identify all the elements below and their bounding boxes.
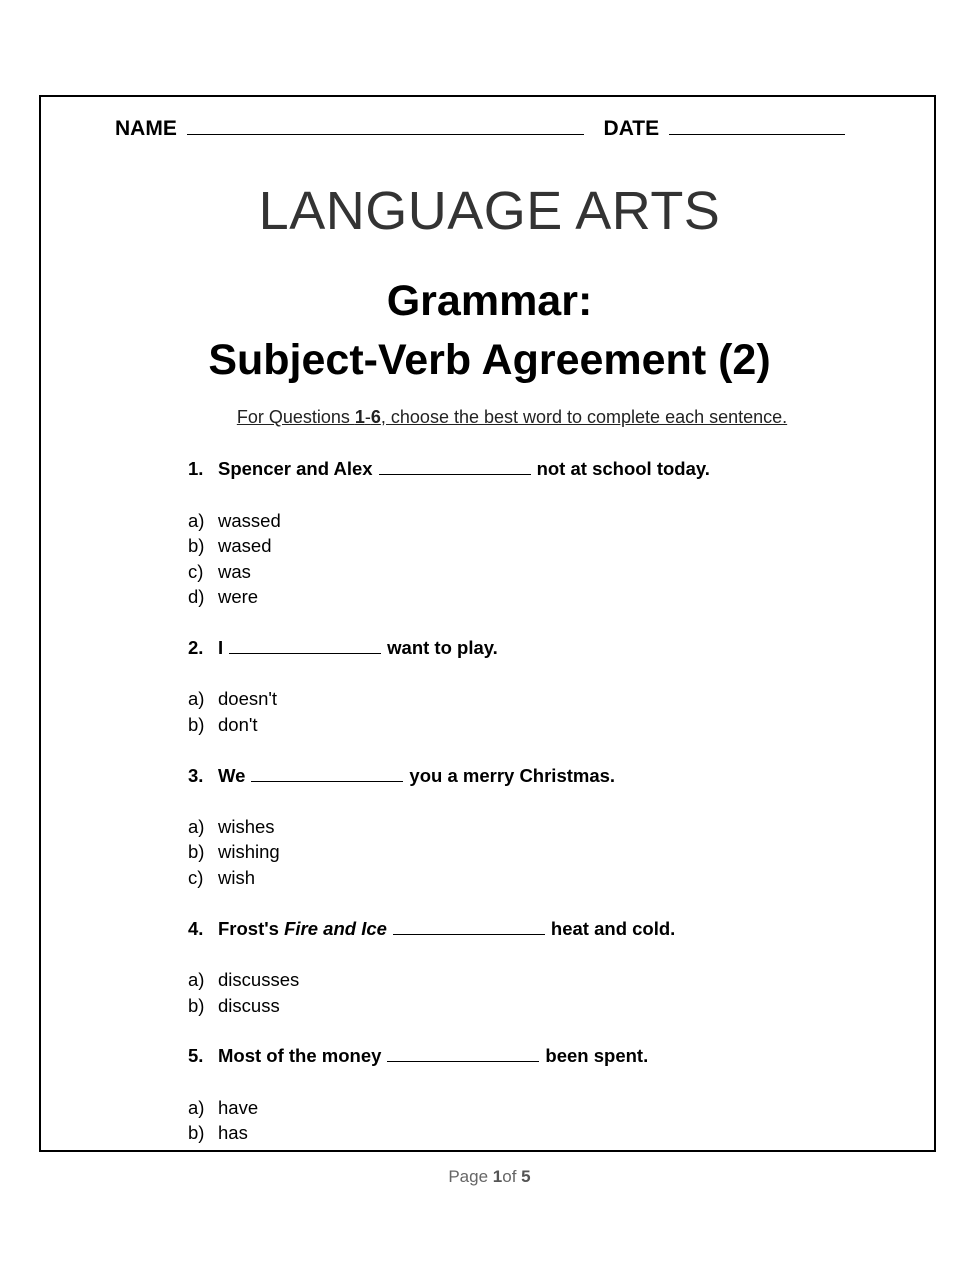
total-pages: 5 xyxy=(521,1167,531,1186)
option-text: wased xyxy=(218,535,272,556)
option-text: have xyxy=(218,1097,259,1118)
option-letter: b) xyxy=(188,995,205,1016)
answer-blank[interactable] xyxy=(393,920,545,935)
question-text: heat and cold. xyxy=(550,918,676,939)
question-text: been spent. xyxy=(545,1045,649,1066)
question-text: We xyxy=(218,765,246,786)
option-letter: a) xyxy=(188,969,205,990)
option[interactable] xyxy=(188,816,275,838)
option[interactable] xyxy=(188,1122,248,1144)
option[interactable] xyxy=(188,561,251,583)
option[interactable] xyxy=(188,995,280,1017)
option-letter: d) xyxy=(188,586,205,607)
option-text: discuss xyxy=(218,995,280,1016)
option-text: were xyxy=(218,586,259,607)
answer-blank[interactable] xyxy=(229,639,381,654)
option-text: wishing xyxy=(218,841,280,862)
question-number: 4. xyxy=(188,918,204,939)
question-4 xyxy=(188,918,675,940)
answer-blank[interactable] xyxy=(379,460,531,475)
option[interactable] xyxy=(188,535,271,557)
question-text: not at school today. xyxy=(536,458,710,479)
option[interactable] xyxy=(188,714,258,736)
option[interactable] xyxy=(188,1097,258,1119)
question-3 xyxy=(188,765,615,787)
subject-heading: LANGUAGE ARTS xyxy=(258,181,721,241)
option-letter: a) xyxy=(188,688,205,709)
question-1 xyxy=(188,458,710,480)
instructions-prefix: For Questions xyxy=(236,407,355,427)
instructions-end: 6 xyxy=(370,407,381,427)
title-line-1: Grammar: xyxy=(386,277,593,325)
option-letter: c) xyxy=(188,867,204,888)
instructions-start: 1 xyxy=(354,407,365,427)
option-text: has xyxy=(218,1122,248,1143)
option-text: don't xyxy=(218,714,258,735)
option-text: discusses xyxy=(218,969,300,990)
answer-blank[interactable] xyxy=(251,767,403,782)
name-field[interactable] xyxy=(187,118,584,135)
option-letter: b) xyxy=(188,714,205,735)
instructions-dash: - xyxy=(364,407,371,427)
page-word: Page xyxy=(448,1167,489,1186)
question-number: 1. xyxy=(188,458,204,479)
option[interactable] xyxy=(188,510,281,532)
option-text: doesn't xyxy=(218,688,278,709)
question-number: 5. xyxy=(188,1045,204,1066)
title-line-2: Subject-Verb Agreement (2) xyxy=(208,336,771,384)
question-text: want to play. xyxy=(387,637,498,658)
question-text: you a merry Christmas. xyxy=(409,765,616,786)
option-letter: b) xyxy=(188,1122,205,1143)
current-page: 1 xyxy=(492,1167,503,1186)
option-letter: b) xyxy=(188,535,205,556)
option[interactable] xyxy=(188,841,280,863)
page-indicator xyxy=(0,1167,979,1187)
worksheet-frame xyxy=(39,95,936,1152)
question-text: Most of the money xyxy=(218,1045,382,1066)
question-text: I xyxy=(218,637,224,658)
option-letter: a) xyxy=(188,510,205,531)
question-2 xyxy=(188,637,498,659)
question-text: Spencer and Alex xyxy=(218,458,373,479)
option-letter: a) xyxy=(188,816,205,837)
date-field[interactable] xyxy=(669,118,845,135)
option-letter: c) xyxy=(188,561,204,582)
name-label: NAME xyxy=(115,117,177,140)
of-word: of xyxy=(502,1167,517,1186)
question-text: Frost's xyxy=(218,918,279,939)
option-letter: a) xyxy=(188,1097,205,1118)
poem-title: Fire and Ice xyxy=(284,918,387,939)
option-text: was xyxy=(218,561,251,582)
option[interactable] xyxy=(188,586,258,608)
instructions-suffix: , choose the best word to complete each sentence. xyxy=(380,407,788,427)
option[interactable] xyxy=(188,867,255,889)
question-number: 2. xyxy=(188,637,204,658)
answer-blank[interactable] xyxy=(387,1047,539,1062)
instructions xyxy=(0,407,979,428)
option[interactable] xyxy=(188,969,299,991)
option-letter: b) xyxy=(188,841,205,862)
option-text: wishes xyxy=(218,816,275,837)
option-text: wassed xyxy=(218,510,281,531)
option-text: wish xyxy=(218,867,256,888)
question-5 xyxy=(188,1045,648,1067)
name-date-row xyxy=(115,117,845,141)
option[interactable] xyxy=(188,688,277,710)
date-label: DATE xyxy=(603,117,660,140)
question-number: 3. xyxy=(188,765,204,786)
